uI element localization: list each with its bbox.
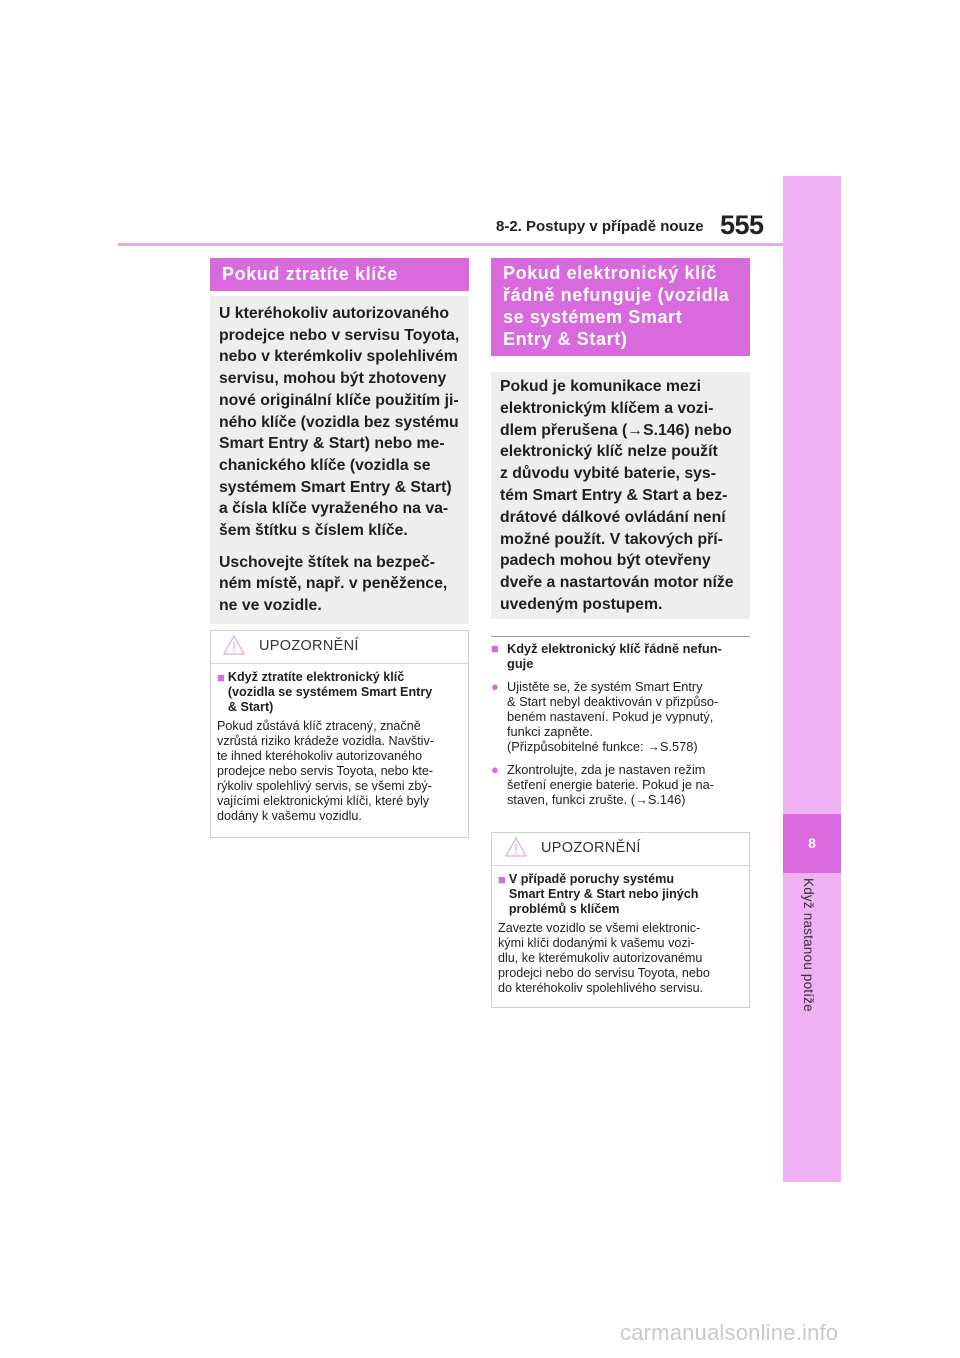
text-line: z důvodu vybité baterie, sys- bbox=[500, 465, 716, 483]
warning-item bbox=[211, 664, 468, 715]
text-line: problémů s klíčem bbox=[508, 902, 620, 916]
square-bullet-icon: ■ bbox=[491, 641, 499, 656]
right-body bbox=[491, 641, 753, 807]
text-line: padech mohou být otevřeny bbox=[500, 552, 711, 570]
right-info-box bbox=[491, 372, 750, 619]
bullet-item bbox=[491, 679, 753, 754]
text-line: ného klíče (vozidla bez systému bbox=[219, 413, 459, 431]
text-line: elektronickým klíčem a vozi- bbox=[500, 399, 714, 417]
text-line: kými klíči dodanými k vašemu vozi- bbox=[498, 936, 695, 950]
text-line: Pokud je komunikace mezi bbox=[500, 378, 702, 395]
text-line: šem štítku s číslem klíče. bbox=[219, 522, 408, 540]
text-line: systémem Smart Entry & Start) bbox=[219, 478, 452, 496]
text-line: te ihned kteréhokoliv autorizovaného bbox=[217, 749, 423, 763]
circle-bullet-icon: ● bbox=[491, 679, 499, 694]
text-line: servisu, mohou být zhotoveny bbox=[219, 370, 447, 388]
left-heading bbox=[210, 258, 469, 291]
text-line: U kteréhokoliv autorizovaného bbox=[219, 305, 449, 322]
warning-triangle-icon bbox=[223, 635, 245, 655]
text-line: vajícími elektronickými klíči, které byly bbox=[217, 794, 430, 808]
bullet-item bbox=[491, 762, 753, 807]
text-line: (Přizpůsobitelné funkce: →S.578) bbox=[507, 739, 698, 754]
section-title: 8-2. Postupy v případě nouze bbox=[496, 218, 704, 235]
text-line: & Start nebyl deaktivován v přizpůso- bbox=[507, 694, 719, 709]
text-line: Uschovejte štítek na bezpeč- bbox=[219, 553, 435, 571]
bullet-text bbox=[507, 679, 718, 754]
circle-bullet-icon: ● bbox=[491, 762, 499, 777]
text-line: Smart Entry & Start) nebo me- bbox=[219, 435, 445, 453]
left-info-paragraph-1 bbox=[219, 303, 463, 542]
text-line: dlu, ke kterémukoliv autorizovanému bbox=[498, 951, 703, 965]
text-line: staven, funkci zrušte. (→S.146) bbox=[507, 792, 686, 807]
warning-text bbox=[211, 715, 468, 824]
text-line: drátové dálkové ovládání není bbox=[500, 508, 726, 526]
warning-triangle-icon bbox=[505, 837, 527, 857]
text-line: šetření energie baterie. Pokud je na- bbox=[507, 777, 715, 792]
text-line: beném nastavení. Pokud je vypnutý, bbox=[507, 709, 714, 724]
section-divider bbox=[491, 636, 750, 637]
text-line: ne ve vozidle. bbox=[219, 597, 322, 615]
warning-header bbox=[492, 833, 749, 866]
warning-item-title bbox=[228, 670, 432, 715]
right-heading bbox=[491, 258, 750, 356]
warning-title: UPOZORNĚNÍ bbox=[541, 840, 641, 856]
text-line: prodejce nebo v servisu Toyota, bbox=[219, 326, 460, 344]
square-bullet-icon: ■ bbox=[217, 670, 225, 685]
text-line: Smart Entry & Start nebo jiných bbox=[508, 887, 699, 901]
text-line: nebo v kterémkoliv spolehlivém bbox=[219, 348, 458, 366]
text-line: Když ztratíte elektronický klíč bbox=[227, 670, 405, 684]
left-warning-box bbox=[210, 630, 469, 838]
chapter-number: 8 bbox=[808, 835, 816, 851]
text-line: Zkontrolujte, zda je nastaven režim bbox=[507, 762, 706, 777]
square-bullet-icon: ■ bbox=[498, 872, 506, 887]
bullet-text bbox=[507, 762, 714, 807]
text-line: funkci zapněte. bbox=[507, 724, 594, 739]
text-line: nové originální klíče použitím ji- bbox=[219, 391, 459, 409]
text-line: Když elektronický klíč řádně nefun- bbox=[507, 641, 722, 656]
text-line: Pokud zůstává klíč ztracený, značně bbox=[217, 719, 421, 733]
warning-title: UPOZORNĚNÍ bbox=[259, 638, 359, 654]
text-line: prodejce nebo servis Toyota, nebo kte- bbox=[217, 764, 434, 778]
text-line: Pokud elektronický klíč bbox=[503, 263, 717, 283]
text-line: Zavezte vozidlo se všemi elektronic- bbox=[498, 921, 701, 935]
text-line: Ujistěte se, že systém Smart Entry bbox=[507, 679, 703, 694]
text-line: dodány k vašemu vozidlu. bbox=[217, 809, 362, 823]
text-line: možné použít. V takových pří- bbox=[500, 530, 723, 548]
page-number: 555 bbox=[720, 210, 764, 240]
text-line: elektronický klíč nelze použít bbox=[500, 443, 718, 461]
text-line: uvedeným postupem. bbox=[500, 595, 663, 613]
text-line: řádně nefunguje (vozidla bbox=[503, 285, 730, 305]
sub-heading bbox=[491, 641, 753, 671]
warning-header bbox=[211, 631, 468, 664]
warning-item-title bbox=[509, 872, 699, 917]
text-line: Entry & Start) bbox=[503, 329, 628, 349]
warning-text bbox=[492, 917, 749, 996]
text-line: tém Smart Entry & Start a bez- bbox=[500, 486, 728, 504]
text-line: dveře a nastartován motor níže bbox=[500, 574, 734, 592]
chapter-label: Když nastanou potíže bbox=[801, 878, 816, 1012]
text-line: a čísla klíče vyraženého na va- bbox=[219, 500, 449, 518]
left-heading-text: Pokud ztratíte klíče bbox=[222, 264, 399, 284]
sub-heading-text bbox=[507, 641, 722, 671]
warning-item bbox=[492, 866, 749, 917]
text-line: vzrůstá riziko krádeže vozidla. Navštiv- bbox=[217, 734, 434, 748]
text-line: prodejci nebo do servisu Toyota, nebo bbox=[498, 966, 710, 980]
left-info-paragraph-2 bbox=[219, 552, 463, 617]
right-warning-box bbox=[491, 832, 750, 1008]
text-line: rýkoliv spolehlivý servis, se všemi zbý- bbox=[217, 779, 432, 793]
text-line: dlem přerušena (→S.146) nebo bbox=[500, 421, 732, 439]
text-line: & Start) bbox=[227, 700, 274, 714]
header-rule bbox=[118, 243, 783, 246]
left-info-box bbox=[210, 296, 469, 624]
watermark: carmanualsonline.info bbox=[620, 1320, 839, 1345]
text-line: guje bbox=[507, 656, 534, 671]
text-line: (vozidla se systémem Smart Entry bbox=[227, 685, 433, 699]
text-line: do kteréhokoliv spolehlivého servisu. bbox=[498, 981, 704, 995]
text-line: V případě poruchy systému bbox=[508, 872, 675, 886]
text-line: ném místě, např. v peněžence, bbox=[219, 575, 448, 593]
text-line: se systémem Smart bbox=[503, 307, 683, 327]
text-line: chanického klíče (vozidla se bbox=[219, 456, 431, 474]
